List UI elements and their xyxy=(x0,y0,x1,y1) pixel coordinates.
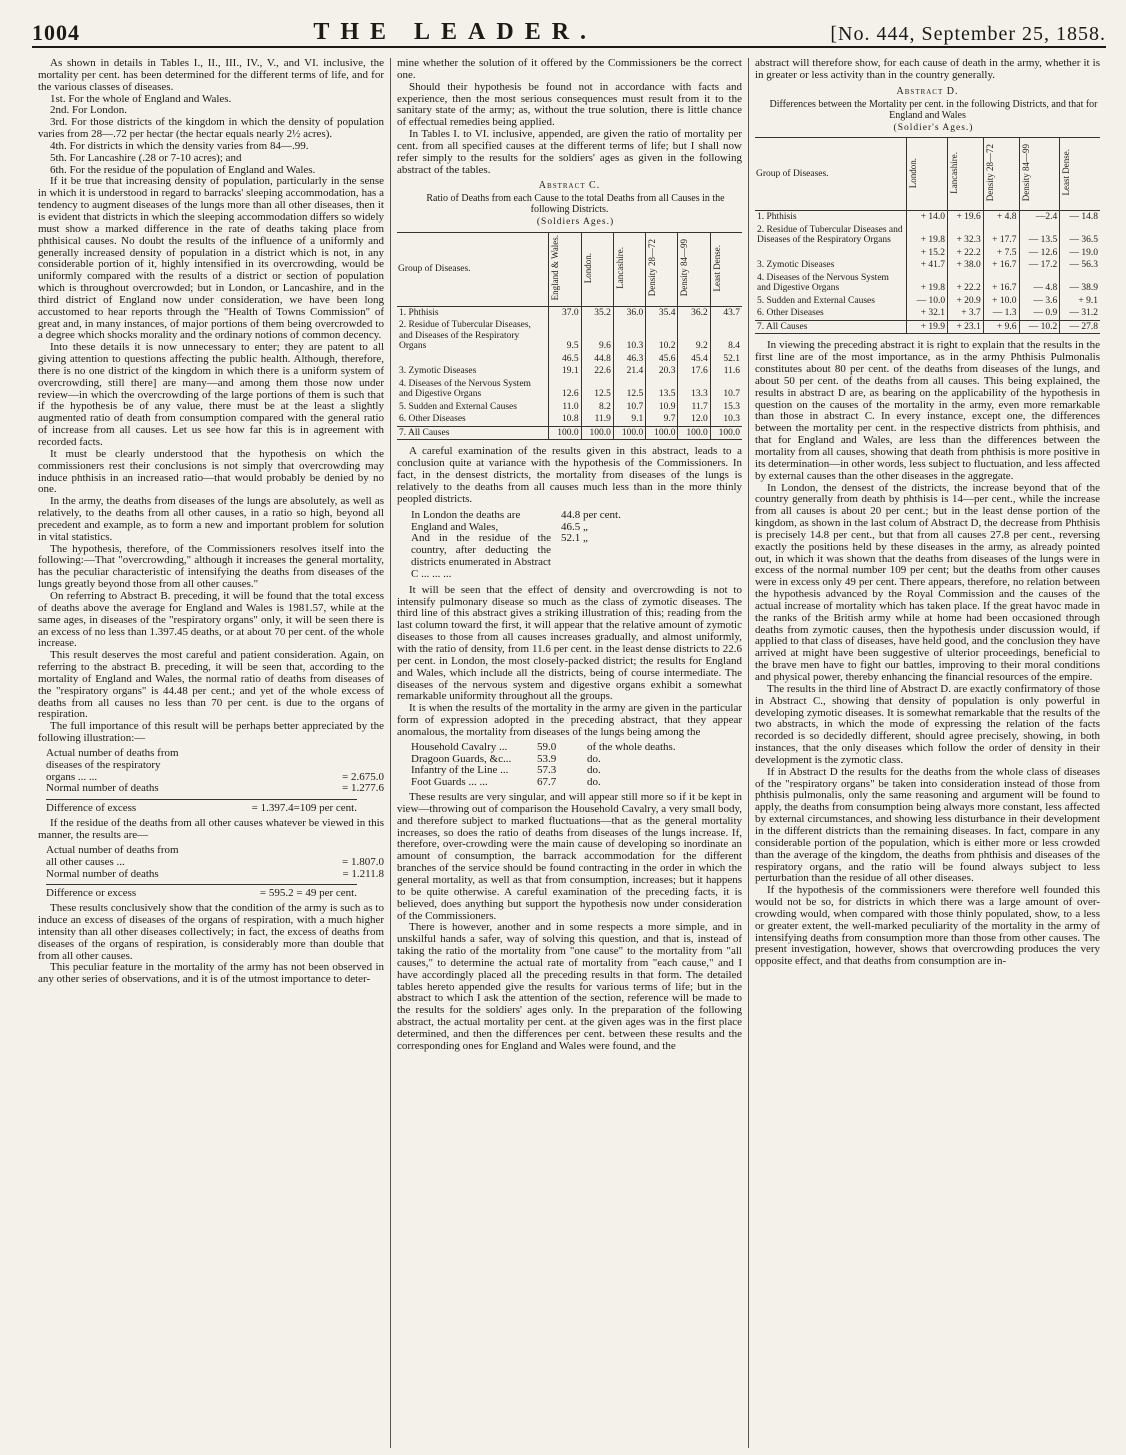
table-row xyxy=(755,247,1100,260)
page-number: 1004 xyxy=(32,20,80,45)
column-header xyxy=(678,233,710,307)
table-cell: + 32.3 xyxy=(948,224,984,247)
table-cell: 10.7 xyxy=(613,401,645,414)
paragraph: In London, the densest of the districts, the increase beyond that of the country generally from death by phthisis is 14—per cent., while the increase from all causes is about 20 per cent.; but in the least dense portion of the kingdom, as shown in the last colum of Abstract D, the decrease from Phthisis is precisely 14.8 per cent., but that from all causes 27.8 per cent., reversing exactly the positions held by these diseases in the army, as already pointed out, in which it was shown that the deaths from diseases of the lungs were in excess of the normal number 109 per cent; but the deaths from other causes were in excess only 49 per cent. There appears, therefore, no relation between the hypothesis advanced by the Royal Commission and the causes of the actual increase of mortality which has taken place. If the great havoc made in the ranks of the British army while at home had been occasioned through deaths from zymotic causes, then the hypothesis under discussion would, if applied to that class of diseases, have held good, and the conclusion they have arrived at might have been suggestive of ulterior proceedings, beneficial to the brave men have to fight our battles, improving to their moral conditions and physical power, thereby enhancing the financial resources of the empire. xyxy=(755,481,1100,683)
disease-group: 2. Residue of Tubercular Diseases, and Diseases of the Respiratory Organs xyxy=(399,320,531,352)
paragraph: The full importance of this result will be perhaps better appreciated by the following illustration:— xyxy=(38,720,384,745)
table-cell: 44.8 xyxy=(581,353,613,366)
district-name: And in the residue of the country, after deducting the districts enumerated in Abstract C ... ... ... xyxy=(411,532,551,580)
paragraph: As shown in details in Tables I., II., III., IV., V., and VI. inclusive, the mortality per cent. has been determined for the different terms of life, and for the various classes of diseases. xyxy=(38,58,384,93)
table-cell: 13.3 xyxy=(678,378,710,401)
army-value: 67.7 xyxy=(537,776,557,789)
table-cell: — 36.5 xyxy=(1060,224,1100,247)
table-cell: 10.3 xyxy=(613,319,645,353)
table-cell: 11.7 xyxy=(678,401,710,414)
table-cell: 100.0 xyxy=(678,426,710,440)
table-cell: 46.5 xyxy=(549,353,581,366)
calc-difference xyxy=(46,884,357,900)
table-cell: 17.6 xyxy=(678,365,710,378)
table-cell: — 19.0 xyxy=(1060,247,1100,260)
calc-row xyxy=(46,783,384,795)
table-cell: 36.2 xyxy=(678,306,710,319)
district-name: England and Wales, xyxy=(411,520,499,533)
table-cell: 9.6 xyxy=(581,319,613,353)
table-cell: — 27.8 xyxy=(1060,320,1100,334)
table-cell: 35.4 xyxy=(646,306,678,319)
paragraph: If it be true that increasing density of population, particularly in the sense in which it is understood in regard to barracks' sleeping accommodation, has a tendency to augment diseases of the lungs more than all other diseases, then it is evident that districts in which the sleeping accommodation differs so widely must show a marked difference in the rate of deaths taking place from phthisical causes. No doubt the results of the influence of a uniformly and generally increased density of population in a district which is not, in any considerable portion of it, highly intensified in its overcrowding, would be uniformly compared with the results of a district or section of population which is throughout overcrowded; but in London, or Lancashire, and in the third district of England now under consideration, we have been long accustomed to hear reports through the "Health of Towns Commission" of great and, in many instances, of major portions of them being overcrowded to a degree which shocks morality and the ordinary notions of common decency. xyxy=(38,175,384,342)
table-cell: — 10.2 xyxy=(1019,320,1060,334)
disease-group: 1. Phthisis xyxy=(399,307,439,318)
calculation-respiratory xyxy=(46,748,384,815)
masthead xyxy=(32,6,1106,48)
paragraph: In the army, the deaths from diseases of the lungs are absolutely, as well as relatively, to the deaths from all other causes, in a ratio so high, beyond all precedent and example, as to form a new and important problem for solution in vital statistics. xyxy=(38,495,384,543)
table-cell: 43.7 xyxy=(710,306,742,319)
abstract-c-ages: (Soldiers Ages.) xyxy=(536,217,615,228)
abstract-d-heading: Abstract D. xyxy=(896,85,959,97)
list-item: 4th. For districts in which the density varies from 84—.99. xyxy=(50,139,309,152)
column-header xyxy=(948,138,984,211)
list-item: 2nd. For London. xyxy=(50,104,127,117)
table-row xyxy=(755,259,1100,272)
table-cell: —2.4 xyxy=(1019,211,1060,224)
table-cell: 46.3 xyxy=(613,353,645,366)
table-cell: 100.0 xyxy=(581,426,613,440)
list-item xyxy=(411,742,742,754)
army-deaths-list xyxy=(411,742,742,789)
paragraph: It will be seen that the effect of density and overcrowding is not to intensify pulmonary disease so much as the class of zymotic diseases. The third line of this abstract gives a striking illustration of this; reading from the last column toward the first, it will appear that the relative amount of zymotic diseases to those from all causes increases gradually, and almost uniformly, with the ratio of density, from 11.6 per cent. in the least dense districts to 22.6 per cent. in London, the most closely-packed district; the results for England and Wales, which include all the districts, being of course intermediate. The diseases of the nervous system and digestive organs exhibit a somewhat remarkable uniformity throughout all the groups. xyxy=(397,583,742,703)
column-header-text: Density 28—72 xyxy=(984,144,995,202)
calc-label: all other causes ... xyxy=(46,855,125,868)
paragraph: Should their hypothesis be found not in accordance with facts and experience, then the most serious consequences must result from it to the sanitary state of the army; as, without the true solution, there is little chance of effectual remedies being applied. xyxy=(397,80,742,129)
table-cell: — 0.9 xyxy=(1019,307,1060,320)
table-cell: 12.5 xyxy=(613,378,645,401)
paragraph: If the residue of the deaths from all other causes whatever be viewed in this manner, the results are— xyxy=(38,817,384,841)
issue-info: [No. 444, September 25, 1858. xyxy=(830,23,1106,45)
army-value: 59.0 xyxy=(537,740,557,753)
disease-group: 3. Zymotic Diseases xyxy=(757,260,835,271)
table-cell: 9.1 xyxy=(613,413,645,426)
table-row xyxy=(755,320,1100,334)
table-cell: — 3.6 xyxy=(1019,295,1060,308)
table-cell: 9.7 xyxy=(646,413,678,426)
table-cell: — 17.2 xyxy=(1019,259,1060,272)
calc-line: diseases of the respiratory xyxy=(46,758,161,771)
table-header-row xyxy=(755,138,1100,211)
list-item xyxy=(411,533,742,580)
table-cell: 52.1 xyxy=(710,353,742,366)
abstract-c-table xyxy=(397,232,742,440)
table-row xyxy=(397,365,742,378)
army-note: do. xyxy=(587,776,601,789)
disease-group: 1. Phthisis xyxy=(757,212,797,223)
table-cell: — 10.0 xyxy=(907,295,948,308)
table-cell: + 16.7 xyxy=(983,272,1019,295)
disease-group: 5. Sudden and External Causes xyxy=(757,295,875,306)
column-2 xyxy=(390,58,748,1448)
calc-label: Difference of excess xyxy=(46,802,137,815)
table-cell: + 17.7 xyxy=(983,224,1019,247)
table-row xyxy=(755,224,1100,247)
paragraph: These results are very singular, and will appear still more so if it be kept in view—throwing out of comparison the Household Cavalry, a very small body, and therefore subject to marked fluctuations—that as the general mortality increases, so does the ratio of deaths from diseases of the lungs increase. If, therefore, over-crowding were the main cause of developing so inordinate an amount of consumption, the barrack accommodation for the different branches of the service should be found contracting in the order in which the general mortality, as well as that from consumption, increases; but it happens to be quite otherwise. A careful examination of the preceding facts, it is believed, does anything but support the hypothesis now under consideration of the Commissioners. xyxy=(397,791,742,922)
column-3 xyxy=(748,58,1106,1448)
table-cell: + 19.8 xyxy=(907,224,948,247)
table-cell: + 16.7 xyxy=(983,259,1019,272)
table-cell: + 3.7 xyxy=(948,307,984,320)
table-cell: 10.7 xyxy=(710,378,742,401)
paragraph: mine whether the solution of it offered by the Commissioners be the correct one. xyxy=(397,58,742,81)
table-cell: + 32.1 xyxy=(907,307,948,320)
list-item: 3rd. For those districts of the kingdom in which the density of population varies from 28—.72 per hectar (the hectar equals nearly 2½ acres). xyxy=(38,116,384,141)
table-cell: 8.2 xyxy=(581,401,613,414)
table-cell: 21.4 xyxy=(613,365,645,378)
table-cell: + 4.8 xyxy=(983,211,1019,224)
table-cell: 10.3 xyxy=(710,413,742,426)
column-header-text: London. xyxy=(908,157,919,188)
table-cell: 36.0 xyxy=(613,306,645,319)
column-header-text: Density 84—99 xyxy=(1020,144,1031,202)
table-cell: 11.0 xyxy=(549,401,581,414)
table-row xyxy=(755,211,1100,224)
list-item: 6th. For the residue of the population of England and Wales. xyxy=(50,163,316,176)
calc-label: Normal number of deaths xyxy=(46,867,159,880)
table-cell: + 19.8 xyxy=(907,272,948,295)
table-cell: 19.1 xyxy=(549,365,581,378)
paragraph: This peculiar feature in the mortality of the army has not been observed in any other series of observations, and it is of the utmost importance to deter- xyxy=(38,961,384,986)
group-header: Group of Diseases. xyxy=(397,233,549,307)
table-cell: + 9.6 xyxy=(983,320,1019,334)
columns xyxy=(32,58,1106,1448)
table-cell: 8.4 xyxy=(710,319,742,353)
table-cell: — 31.2 xyxy=(1060,307,1100,320)
paragraph: A careful examination of the results given in this abstract, leads to a conclusion quite at variance with the hypothesis of the Commissioners. In fact, in the densest districts, the mortality from diseases of the lungs is relatively to the deaths from all causes much less than in the more thinly peopled districts. xyxy=(397,445,742,505)
column-header-text: London. xyxy=(582,252,593,283)
disease-group: 4. Diseases of the Nervous System and Digestive Organs xyxy=(757,272,889,294)
paragraph: The hypothesis, therefore, of the Commissioners resolves itself into the following:—That "overcrowding," although it increases the general mortality, has the peculiar characteristic of intensifying the deaths from diseases of the lungs greatly beyond those from all other causes." xyxy=(38,542,384,591)
table-cell: 12.5 xyxy=(581,378,613,401)
table-cell: 45.6 xyxy=(646,353,678,366)
calc-difference xyxy=(46,799,357,815)
paragraph: The results in the third line of Abstract D. are exactly confirmatory of those in Abstract C., showing that density of population is only powerful in developing zymotic diseases. It is somewhat remarkable that the results of the two abstracts, in which the mode of expressing the relation of the facts recorded is so decidedly different, should agree precisely, showing, in both instances, that the only diseases which follow the order of density in their development is the zymotic class. xyxy=(755,682,1100,766)
calc-label: organs ... ... xyxy=(46,770,98,783)
table-cell: 35.2 xyxy=(581,306,613,319)
paragraph: There is however, another and in some respects a more simple, and in unskilful hands a safer, way of solving this question, and that is, instead of taking the ratio of the mortality from "one cause" to the mortality from "all causes," to determine the actual rate of mortality from "each cause," and I have accordingly placed all the preceding results in that form. The detailed tables hereto appended give the results for various terms of life; but in the abstract to which I ask the attention of the section, reference will be made to the results for the soldiers' ages only. In the preparation of the following abstract, the actual mortality per cent. at the given ages was in the first place determined, and then the differences per cent. between these results and the corresponding ones for England and Wales were found, and the xyxy=(397,921,742,1052)
calc-value: = 1.807.0 xyxy=(342,855,384,868)
table-cell: 15.3 xyxy=(710,401,742,414)
army-value: 57.3 xyxy=(537,764,557,777)
column-header xyxy=(549,233,581,307)
calc-value: = 1.397.4=109 per cent. xyxy=(251,802,357,815)
army-value: 53.9 xyxy=(537,752,557,765)
table-cell: + 19.9 xyxy=(907,320,948,334)
table-cell: — 56.3 xyxy=(1060,259,1100,272)
table-cell: — 12.6 xyxy=(1019,247,1060,260)
table-cell: 100.0 xyxy=(710,426,742,440)
table-row xyxy=(397,378,742,401)
army-unit: Dragoon Guards, &c... xyxy=(411,752,512,765)
table-cell: + 22.2 xyxy=(948,247,984,260)
table-row xyxy=(397,319,742,353)
paragraph: It is when the results of the mortality in the army are given in the particular form of expression adopted in the preceding abstract, that they appear anomalous, the mortality from diseases of the lungs being among the xyxy=(397,702,742,738)
table-cell: 11.6 xyxy=(710,365,742,378)
table-row xyxy=(397,401,742,414)
paragraph: These results conclusively show that the condition of the army is such as to induce an excess of diseases of the organs of respiration, with a much higher intensity than all other diseases collectively; in fact, the excess of deaths from diseases of the organs of respiration, is considerably more than double that from all other causes. xyxy=(38,902,384,962)
list-item xyxy=(411,510,742,522)
table-cell: — 38.9 xyxy=(1060,272,1100,295)
column-header-text: England & Wales. xyxy=(550,235,561,301)
table-cell: 37.0 xyxy=(549,306,581,319)
column-header xyxy=(1060,138,1100,211)
table-cell: 9.2 xyxy=(678,319,710,353)
table-cell: 100.0 xyxy=(549,426,581,440)
table-cell: 12.6 xyxy=(549,378,581,401)
newspaper-title: THE LEADER. xyxy=(313,19,598,45)
abstract-d-subtitle: Differences between the Mortality per cent. in the following Districts, and that for England and Wales xyxy=(769,98,1098,121)
army-note: of the whole deaths. xyxy=(587,740,676,753)
column-header-text: Density 28—72 xyxy=(647,239,658,297)
column-header-text: Lancashire. xyxy=(614,246,625,289)
table-cell: 10.8 xyxy=(549,413,581,426)
disease-group: 3. Zymotic Diseases xyxy=(399,366,477,377)
paragraph: This result deserves the most careful and patient consideration. Again, on referring to the abstract B. preceding, it will be seen that, according to the mortality of England and Wales, the normal ratio of deaths from diseases of the "respiratory organs" is 44.48 per cent.; and yet of the whole excess of deaths from all causes no less than 70 per cent. is due to the organs of respiration. xyxy=(38,649,384,721)
disease-group: 6. Other Diseases xyxy=(399,414,466,425)
table-cell: — 14.8 xyxy=(1060,211,1100,224)
column-header xyxy=(983,138,1019,211)
table-cell: 45.4 xyxy=(678,353,710,366)
paragraph: Into these details it is now unnecessary to enter; they are patent to all giving attention to questions affecting the public health. Although, therefore, there is no one district of the kingdom in which there is a uniform system of overcrowding, still there] are many—and among them those now under review—in which the overcrowding of the large portions of them is such that if the hypothesis be of any value, there must be at the least a slightly augmented ratio of death from consumption compared with the general ratio of increase from all causes. Let us see how far this is in agreement with recorded facts. xyxy=(38,341,384,448)
table-row xyxy=(755,307,1100,320)
district-name: In London the deaths are xyxy=(411,508,521,521)
table-cell: + 20.9 xyxy=(948,295,984,308)
column-header xyxy=(710,233,742,307)
column-header-text: Lancashire. xyxy=(949,151,960,194)
table-cell: 22.6 xyxy=(581,365,613,378)
disease-group: 5. Sudden and External Causes xyxy=(399,401,517,412)
calc-line: Actual number of deaths from xyxy=(46,746,179,759)
district-value: 44.8 per cent. xyxy=(561,508,621,521)
table-cell: 10.9 xyxy=(646,401,678,414)
table-cell: — 1.3 xyxy=(983,307,1019,320)
disease-group: 7. All Causes xyxy=(397,426,549,440)
column-1 xyxy=(32,58,390,1448)
army-unit: Foot Guards ... ... xyxy=(411,776,488,789)
column-header xyxy=(1019,138,1060,211)
disease-group xyxy=(755,247,907,260)
table-cell: + 38.0 xyxy=(948,259,984,272)
army-note: do. xyxy=(587,764,601,777)
column-header xyxy=(581,233,613,307)
group-header: Group of Diseases. xyxy=(755,138,907,211)
district-value: 52.1 „ xyxy=(561,532,588,545)
column-header-text: Least Dense. xyxy=(711,244,722,292)
table-row xyxy=(397,306,742,319)
table-cell: 11.9 xyxy=(581,413,613,426)
table-row xyxy=(755,295,1100,308)
disease-group: 2. Residue of Tubercular Diseases and Diseases of the Respiratory Organs xyxy=(757,224,903,246)
paragraph: If the hypothesis of the commissioners were therefore well founded this would not be so, for districts in which there was a large amount of over-crowding would, when compared with those thinly populated, show, to a less or greater extent, the well-marked peculiarity of the mortality in the army of intensifying deaths from consumption more than those from other causes. The present investigation, however, shows that overcrowding produces the very opposite effect, and that deaths from consumption are in- xyxy=(755,884,1100,968)
paragraph: abstract will therefore show, for each cause of death in the army, whether it is in greater or less activity than in the country generally. xyxy=(755,58,1100,81)
table-cell: + 14.0 xyxy=(907,211,948,224)
table-row xyxy=(397,353,742,366)
disease-group: 6. Other Diseases xyxy=(757,308,824,319)
district-deaths xyxy=(411,510,742,581)
table-row xyxy=(397,413,742,426)
district-value: 46.5 „ xyxy=(561,520,588,533)
calculation-other-causes xyxy=(46,845,384,900)
abstract-d-ages: (Soldier's Ages.) xyxy=(893,122,974,133)
table-cell: 10.2 xyxy=(646,319,678,353)
abstract-c-subtitle: Ratio of Deaths from each Cause to the total Deaths from all Causes in the following Districts. xyxy=(426,193,725,216)
table-cell: 9.5 xyxy=(549,319,581,353)
paragraph: If in Abstract D the results for the deaths from the whole class of diseases of the "respiratory organs" be taken into consideration instead of those from phthisis pulmonalis, only the same reasoning and argument will be found to apply, the deaths from consumption being always more constant, less affected by external circumstances, and showing less disturbance in their development in the different districts than the remaining diseases. In fact, compare in any considerable portion of the population, which is either more or less crowded than the average of the kingdom, the deaths from phthisis and diseases of the respiratory organs, and the ratio will be found always subject to less perturbation than the residue of all other diseases. xyxy=(755,765,1100,885)
list-item: 1st. For the whole of England and Wales. xyxy=(50,92,232,105)
army-note: do. xyxy=(587,752,601,765)
calc-row xyxy=(46,869,384,881)
abstract-d-table xyxy=(755,137,1100,334)
disease-group: 4. Diseases of the Nervous System and Digestive Organs xyxy=(399,378,531,400)
calc-line: Actual number of deaths from xyxy=(46,843,179,856)
paragraph: On referring to Abstract B. preceding, it will be found that the total excess of deaths above the average for England and Wales is 1981.57, while at the same ages, in diseases of the "respiratory organs" only, it will be seen there is an excess of no less than 1.397.45 deaths, or at about 70 per cent. of the whole increase. xyxy=(38,589,384,650)
table-cell: + 9.1 xyxy=(1060,295,1100,308)
column-header xyxy=(907,138,948,211)
disease-group xyxy=(397,353,549,366)
calc-value: = 2.675.0 xyxy=(342,770,384,783)
paragraph: In Tables I. to VI. inclusive, appended, are given the ratio of mortality per cent. from all specified causes at the different terms of life; but I shall now refer simply to the results for the soldiers' ages as given in the following abstract of the tables. xyxy=(397,128,742,176)
calc-label: Difference or excess xyxy=(46,887,137,900)
calc-value: = 1.277.6 xyxy=(342,782,384,795)
abstract-c-heading: Abstract C. xyxy=(538,180,601,192)
table-cell: + 22.2 xyxy=(948,272,984,295)
column-header-text: Least Dense. xyxy=(1061,149,1072,196)
calc-label: Normal number of deaths xyxy=(46,782,159,795)
table-cell: + 15.2 xyxy=(907,247,948,260)
table-cell: 20.3 xyxy=(646,365,678,378)
army-unit: Household Cavalry ... xyxy=(411,740,508,753)
table-cell: — 13.5 xyxy=(1019,224,1060,247)
table-row xyxy=(755,272,1100,295)
table-cell: + 23.1 xyxy=(948,320,984,334)
list-item: 5th. For Lancashire (.28 or 7-10 acres); and xyxy=(50,151,242,164)
column-header xyxy=(646,233,678,307)
table-cell: 100.0 xyxy=(613,426,645,440)
disease-group: 7. All Causes xyxy=(755,320,907,334)
table-cell: + 19.6 xyxy=(948,211,984,224)
table-cell: — 4.8 xyxy=(1019,272,1060,295)
table-cell: + 7.5 xyxy=(983,247,1019,260)
table-cell: 12.0 xyxy=(678,413,710,426)
paragraph: In viewing the preceding abstract it is right to explain that the results in the first line are of the most importance, as in the army Phthisis Pulmonalis constitutes about 80 per cent. of the deaths from diseases of the lungs, and about 50 per cent. of the deaths from all causes. This being explained, the results in abstract D are, as bearing on the applicability of the hypothesis in question on the causes of the mortality in the army, even more remarkable than those in abstract C. In every instance, except one, the differences between the mortality per cent. in the respective districts from phthisis, and that for England and Wales, are less than the differences between the mortality from all causes, showing that death from phthisis is more positive in its determination—in other words, less subject to fluctuation, and less affected by external causes than the other diseases in the aggregate. xyxy=(755,339,1100,482)
table-cell: + 10.0 xyxy=(983,295,1019,308)
column-header xyxy=(613,233,645,307)
column-header-text: Density 84—99 xyxy=(679,239,690,297)
calc-value: = 595.2 = 49 per cent. xyxy=(259,887,357,900)
table-cell: + 41.7 xyxy=(907,259,948,272)
table-row xyxy=(397,426,742,440)
calc-row xyxy=(46,857,384,869)
table-cell: 100.0 xyxy=(646,426,678,440)
paragraph: It must be clearly understood that the hypothesis on which the commissioners rest their conclusions is not simply that overcrowding may induce phthisis in an increased ratio—that would probably be denied by no one. xyxy=(38,447,384,496)
table-header-row xyxy=(397,233,742,307)
calc-value: = 1.211.8 xyxy=(342,867,384,880)
list-item xyxy=(411,777,742,789)
table-cell: 13.5 xyxy=(646,378,678,401)
army-unit: Infantry of the Line ... xyxy=(411,764,509,777)
